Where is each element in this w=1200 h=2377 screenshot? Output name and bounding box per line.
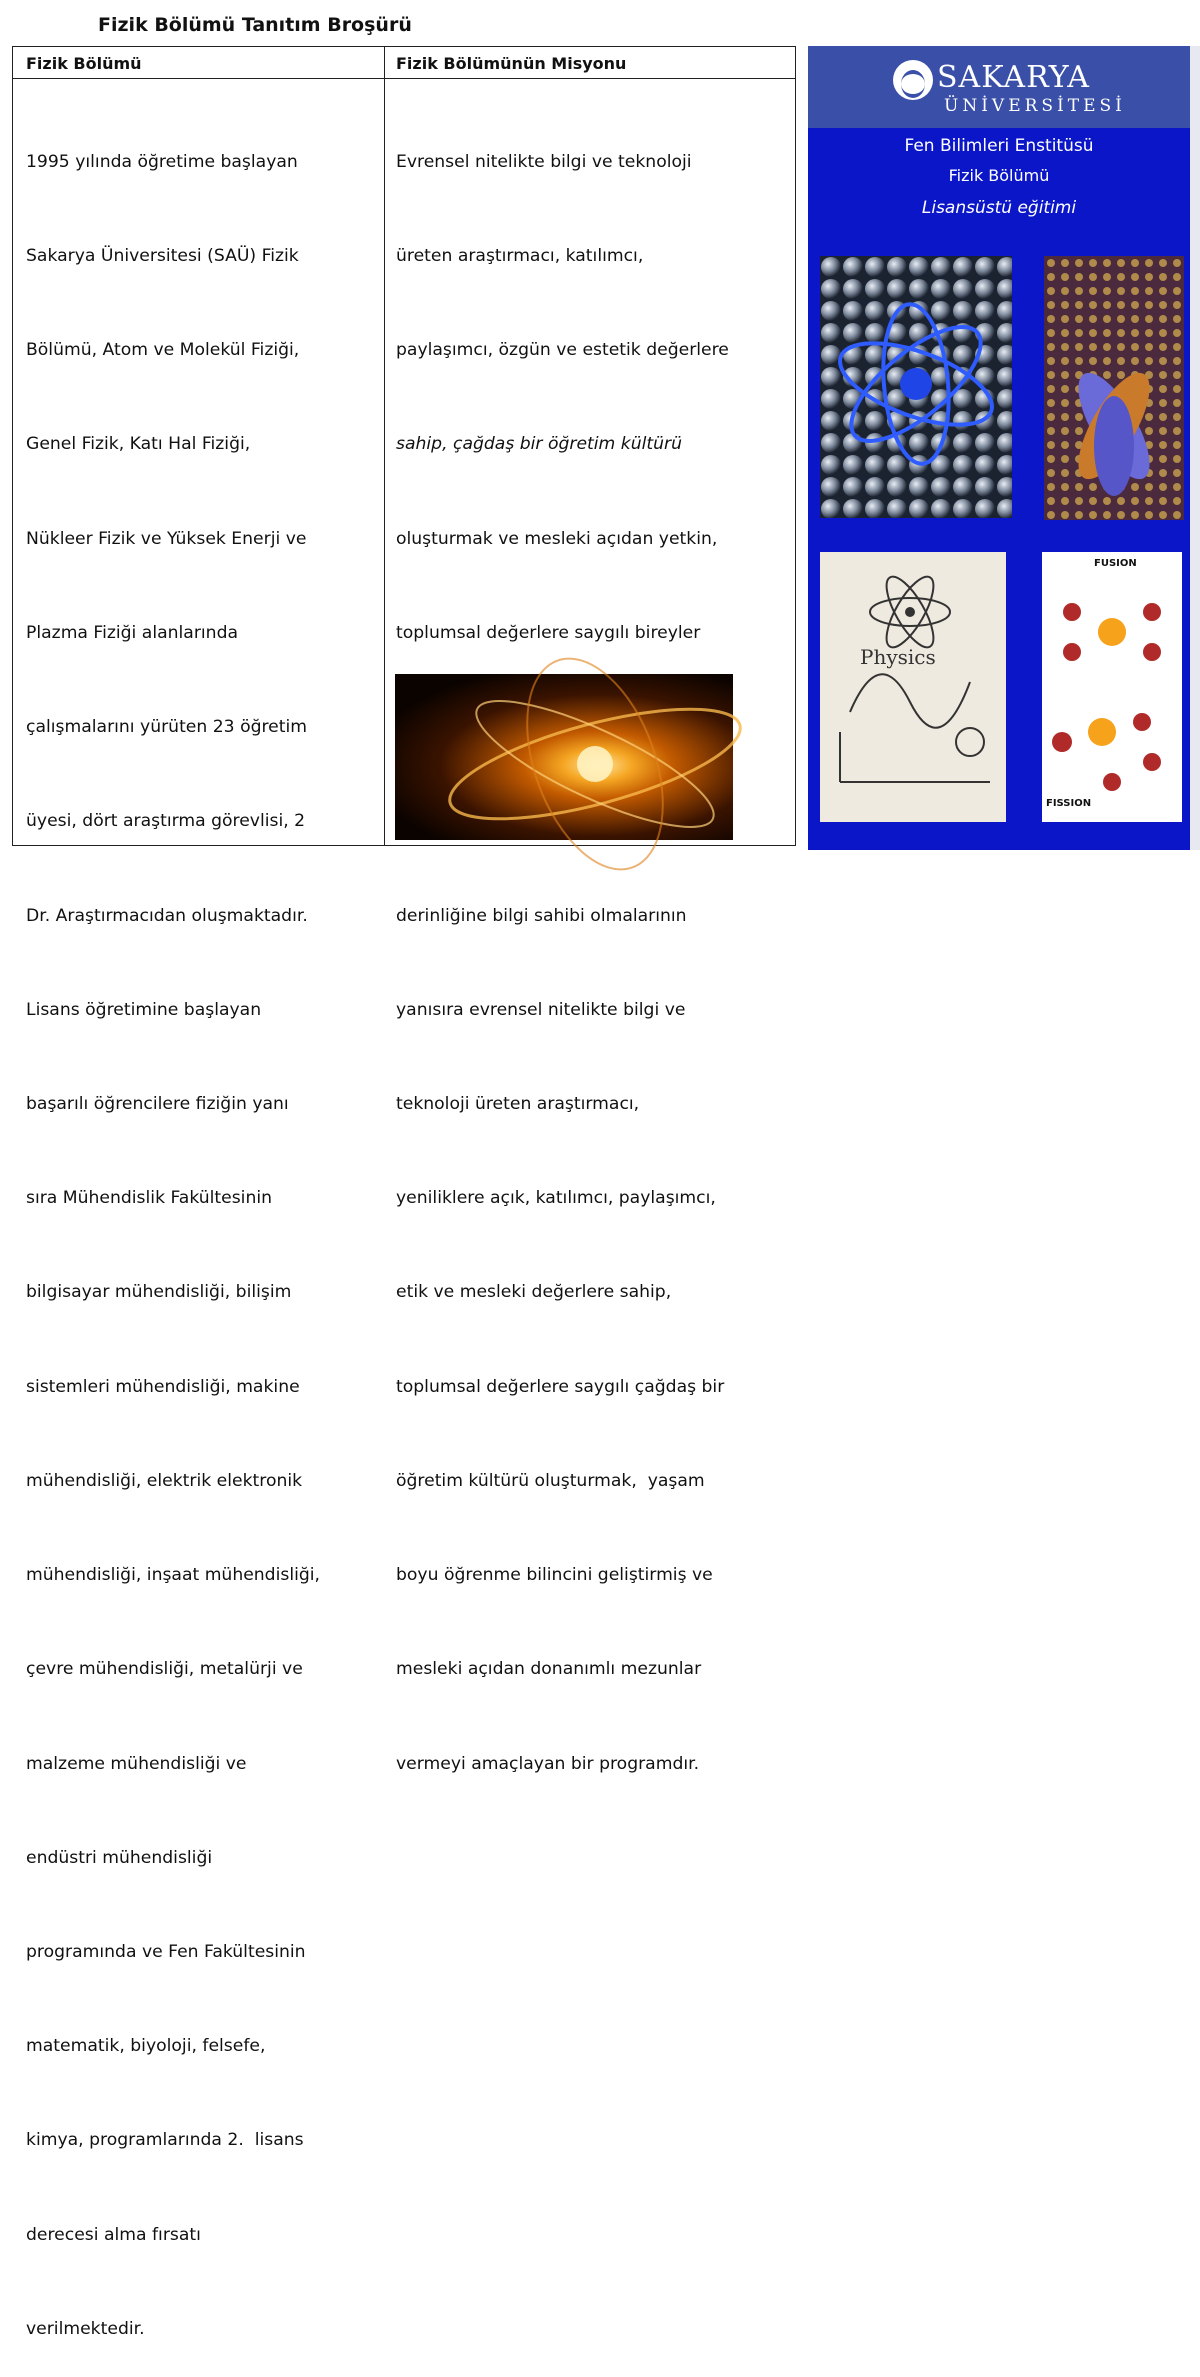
column-divider <box>384 46 385 846</box>
text-line: Genel Fizik, Katı Hal Fiziği, <box>26 434 251 455</box>
text-line: malzeme mühendisliği ve <box>26 1753 247 1774</box>
text-line: derecesi alma fırsatı <box>26 2224 201 2245</box>
university-logo-icon <box>893 60 933 100</box>
text-line: endüstri mühendisliği <box>26 1847 213 1868</box>
text-line: Bölümü, Atom ve Molekül Fiziği, <box>26 340 300 361</box>
text-line: üyesi, dört araştırma görevlisi, 2 <box>26 811 306 832</box>
mission-statement <box>396 84 729 1811</box>
brochure-title: Fizik Bölümü Tanıtım Broşürü <box>98 14 412 36</box>
nuclear-reaction-icon <box>1042 552 1182 822</box>
text-line: derinliğine bilgi sahibi olmalarının <box>396 905 687 926</box>
svg-text:Physics: Physics <box>860 645 936 669</box>
text-line: kimya, programlarında 2. lisans <box>26 2130 304 2151</box>
text-line: üreten araştırmacı, katılımcı, <box>396 246 644 267</box>
text-line: başarılı öğrencilere fiziğin yanı <box>26 1094 289 1114</box>
text-line: etik ve mesleki değerlere sahip, <box>396 1282 672 1303</box>
text-line: toplumsal değerlere saygılı çağdaş bir <box>396 1376 725 1397</box>
program-name: Lisansüstü eğitimi <box>921 198 1077 218</box>
atom-spheres-image <box>820 256 1012 518</box>
physics-sketch-image <box>820 552 1006 822</box>
text-line: Sakarya Üniversitesi (SAÜ) Fizik <box>26 246 299 267</box>
text-line: oluşturmak ve mesleki açıdan yetkin, <box>396 528 718 549</box>
text-line: Lisans öğretimine başlayan <box>26 999 262 1020</box>
text-line: Dr. Araştırmacıdan oluşmaktadır. <box>26 905 308 926</box>
fusion-label: FUSION <box>1094 558 1137 569</box>
text-line: çalışmalarını yürüten 23 öğretim <box>26 717 308 738</box>
text-line: boyu öğrenme bilincini geliştirmiş ve <box>396 1565 713 1586</box>
header-divider <box>12 78 796 79</box>
text-line: verilmektedir. <box>26 2318 145 2339</box>
text-line: toplumsal değerlere saygılı bireyler <box>396 622 701 643</box>
logo-subtext: ÜNİVERSİTESİ <box>944 96 1126 116</box>
text-line: 1995 yılında öğretime başlayan <box>26 151 298 172</box>
text-line: yanısıra evrensel nitelikte bilgi ve <box>396 999 686 1020</box>
orbital-icon <box>1044 256 1184 520</box>
text-line: çevre mühendisliği, metalürji ve <box>26 1659 303 1680</box>
fusion-fission-image <box>1042 552 1182 822</box>
fission-label: FISSION <box>1046 798 1092 809</box>
middle-column-heading: Fizik Bölümünün Misyonu <box>396 54 627 73</box>
text-line: teknoloji üreten araştırmacı, <box>396 1094 640 1114</box>
department-description <box>26 84 320 2377</box>
text-line: paylaşımcı, özgün ve estetik değerlere <box>396 340 729 361</box>
page-edge <box>1190 46 1200 850</box>
text-line: vermeyi amaçlayan bir programdır. <box>396 1753 700 1774</box>
orbital-lattice-image <box>1044 256 1184 520</box>
physics-doodle-icon <box>820 552 1006 822</box>
text-line: mühendisliği, elektrik elektronik <box>26 1470 303 1491</box>
text-line: matematik, biyoloji, felsefe, <box>26 2036 266 2057</box>
text-line: sıra Mühendislik Fakültesinin <box>26 1188 273 1209</box>
department-name: Fizik Bölümü <box>948 166 1050 185</box>
text-line: öğretim kültürü oluşturmak, yaşam <box>396 1470 705 1491</box>
text-line: bilgisayar mühendisliği, bilişim <box>26 1282 292 1303</box>
text-line: Evrensel nitelikte bilgi ve teknoloji <box>396 151 692 172</box>
text-line: sahip, çağdaş bir öğretim kültürü <box>396 434 682 455</box>
text-line: yeniliklere açık, katılımcı, paylaşımcı, <box>396 1188 716 1209</box>
text-line: sistemleri mühendisliği, makine <box>26 1376 300 1397</box>
text-line: Plazma Fiziği alanlarında <box>26 622 239 643</box>
text-line: mesleki açıdan donanımlı mezunlar <box>396 1659 702 1680</box>
left-column-heading: Fizik Bölümü <box>26 54 142 73</box>
logo-text: SAKARYA <box>937 60 1090 95</box>
text-line: Nükleer Fizik ve Yüksek Enerji ve <box>26 528 307 549</box>
atom-icon <box>820 256 1012 518</box>
orbit-lines-icon <box>395 674 733 840</box>
text-line: mühendisliği, inşaat mühendisliği, <box>26 1565 321 1586</box>
text-line: programında ve Fen Fakültesinin <box>26 1941 306 1962</box>
glowing-orbit-image <box>395 674 733 840</box>
institute-name: Fen Bilimleri Enstitüsü <box>904 136 1094 156</box>
